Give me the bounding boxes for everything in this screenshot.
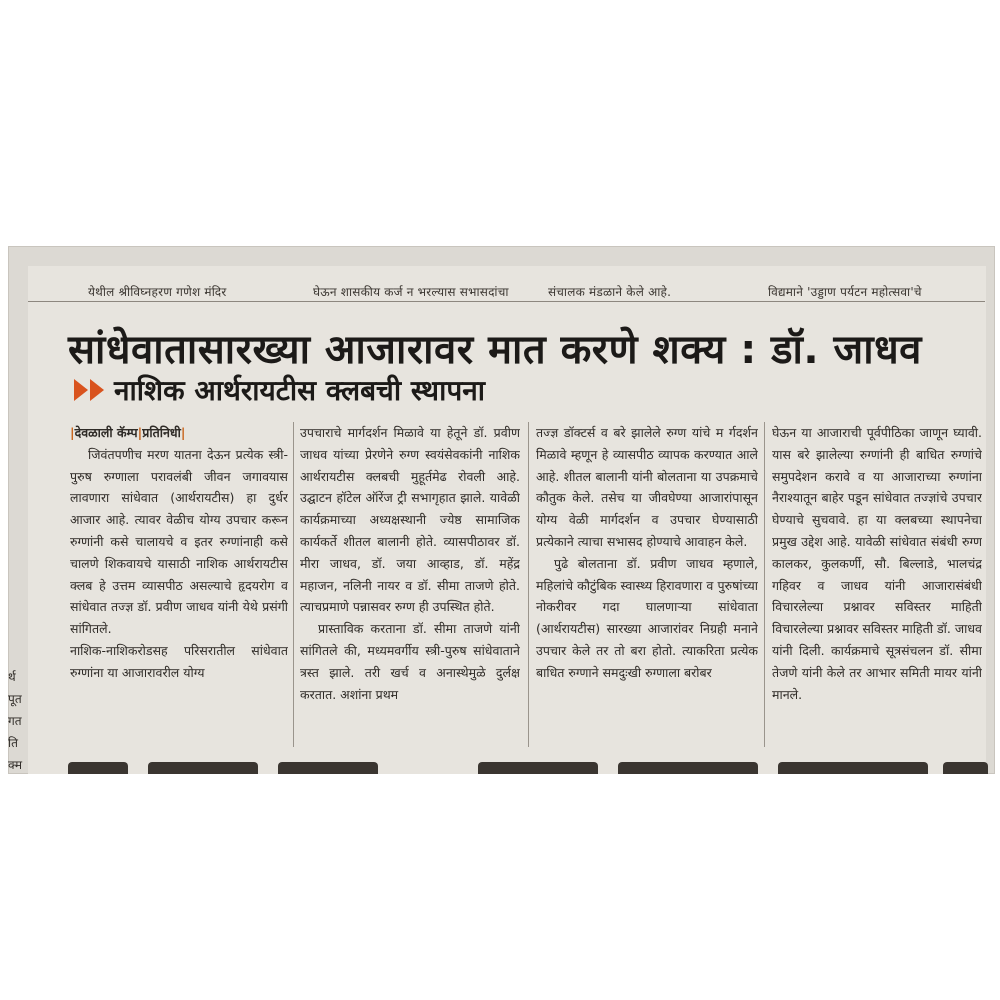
byline: |देवळाली कॅम्प|प्रतिनिधी| [70,425,186,440]
paragraph: पुढे बोलताना डॉ. प्रवीण जाधव म्हणाले, महिलांचे कौटुंबिक स्वास्थ्य हिरावणारा व पुरुषांच्या नोकरीवर गदा घालणाऱ्या सांधेवाता (आर्थरायटीस) सारख्या आजारांवर निग्रही मनाने उपचार केले तर तो बरा होतो. त्याकरिता प्रत्येक बाधित रुग्णाने समदुःखी रुग्णाला बरोबर [536,555,758,680]
cut-text [778,762,928,774]
top-fragment-3: संचालक मंडळाने केले आहे. [548,285,672,299]
fragment: र्थ [8,670,16,684]
paragraph: नाशिक-नाशिकरोडसह परिसरातील सांधेवात रुग्णांना या आजारावरील योग्य [70,642,288,680]
paragraph: घेऊन या आजाराची पूर्वपीठिका जाणून घ्यावी. यास बरे झालेल्या रुग्णांनी ही बाधित रुग्णांचे समुपदेशन करावे व या आजाराच्या रुग्णांना नैराश्यातून बाहेर पडून सांधेवात तज्ज्ञांचे उपचार घेण्याचे सुचवावे. हा या क्लबच्या स्थापनेचा प्रमुख उद्देश आहे. यावेळी सांधेवात संबंधी रुग्ण कालकर, कुलकर्णी, सौ. बिल्लाडे, भालचंद्र गहिवर व जाधव यांनी आजारासंबंधी विचारलेल्या प्रश्नावर सविस्तर माहिती विचारलेल्या प्रश्नावर सविस्तर माहिती डॉ. जाधव यांनी दिली. कार्यक्रमाचे सूत्रसंचलन डॉ. सीमा तेजणे यांनी केले तर आभार समिती मायर यांनी मानले. [772,425,982,702]
paragraph: उपचाराचे मार्गदर्शन मिळावे या हेतूने डॉ. प्रवीण जाधव यांच्या प्रेरणेने रुग्ण स्वयंसेवकांनी नाशिक आर्थरायटीस क्लबची मुहूर्तमेढ रोवली आहे. उद्घाटन हॉटेल ऑरेंज ट्री सभागृहात झाले. यावेळी कार्यक्रमाच्या अध्यक्षस्थानी ज्येष्ठ सामाजिक कार्यकर्ते शीतल बालानी होते. व्यासपीठावर डॉ. मीरा जाधव, डॉ. जया आव्हाड, डॉ. महेंद्र महाजन, नलिनी नायर व डॉ. सीमा ताजणे होते. त्याचप्रमाणे पन्नासवर रुग्ण ही उपस्थित होते. [300,425,520,615]
article-column-2 [300,422,520,705]
paragraph: जिवंतपणीच मरण यातना देऊन प्रत्येक स्त्री-पुरुष रुग्णाला परावलंबी जीवन जगावयास लावणारा सांधेवात (आर्थरायटीस) हा दुर्धर आजार आहे. त्यावर वेळीच योग्य उपचार करून रुग्णांनी कसे चालायचे व इतर रुग्णांनाही कसे चालणे शिकवायचे यासाठी नाशिक आर्थरायटीस क्लब हे उत्तम व्यासपीठ असल्याचे हृदयरोग व सांधेवात तज्ज्ञ डॉ. प्रवीण जाधव यांनी येथे प्रसंगी सांगितले. [70,446,288,637]
fragment: पूत [8,692,22,706]
article-column-1 [70,422,288,684]
column-divider [528,422,529,747]
subheadline: नाशिक आर्थरायटीस क्लबची स्थापना [114,374,486,407]
subheadline-row [74,370,485,410]
cut-text [943,762,988,774]
headline: सांधेवातासारख्या आजारावर मात करणे शक्य : डॉ. जाधव [68,327,922,373]
byline-place: देवळाली कॅम्प [74,425,138,440]
top-divider [28,301,985,302]
fragment: क्म [8,758,23,772]
cut-text [478,762,598,774]
article-column-4 [772,422,982,705]
paragraph: प्रास्ताविक करताना डॉ. सीमा ताजणे यांनी सांगितले की, मध्यमवर्गीय स्त्री-पुरुष सांधेवाताने त्रस्त झाले. तरी खर्च व अनास्थेमुळे दुर्लक्ष करतात. अशांना प्रथम [300,621,520,702]
newspaper-clipping [8,246,995,774]
byline-reporter: प्रतिनिधी [142,425,181,440]
fragment: ति [8,736,18,750]
cut-text [618,762,758,774]
top-fragment-4: विद्यमाने 'उड्डाण पर्यटन महोत्सवा'चे [768,285,922,299]
next-headline-strip [8,756,995,774]
top-fragment-1: येथील श्रीविघ्नहरण गणेश मंदिर [88,285,227,299]
paragraph: तज्ज्ञ डॉक्टर्स व बरे झालेले रुग्ण यांचे म र्गदर्शन मिळावे म्हणून हे व्यासपीठ व्यापक करण्यात आले आहे. शीतल बालानी यांनी बोलताना या उपक्रमाचे कौतुक केले. तसेच या जीवघेण्या आजारांपासून योग्य वेळी मार्गदर्शन व उपचार घेण्यासाठी प्रत्येकाने त्याचा सभासद होण्याचे आवाहन केले. [536,425,758,549]
column-divider [293,422,294,747]
previous-article-strip [8,283,995,299]
cut-text [278,762,378,774]
double-arrow-icon [74,377,108,403]
top-fragment-2: घेऊन शासकीय कर्ज न भरल्यास सभासदांचा [313,285,509,299]
column-divider [764,422,765,747]
article-column-3 [536,422,758,684]
fragment: गत [8,714,22,728]
cut-text [148,762,258,774]
cut-text [68,762,128,774]
